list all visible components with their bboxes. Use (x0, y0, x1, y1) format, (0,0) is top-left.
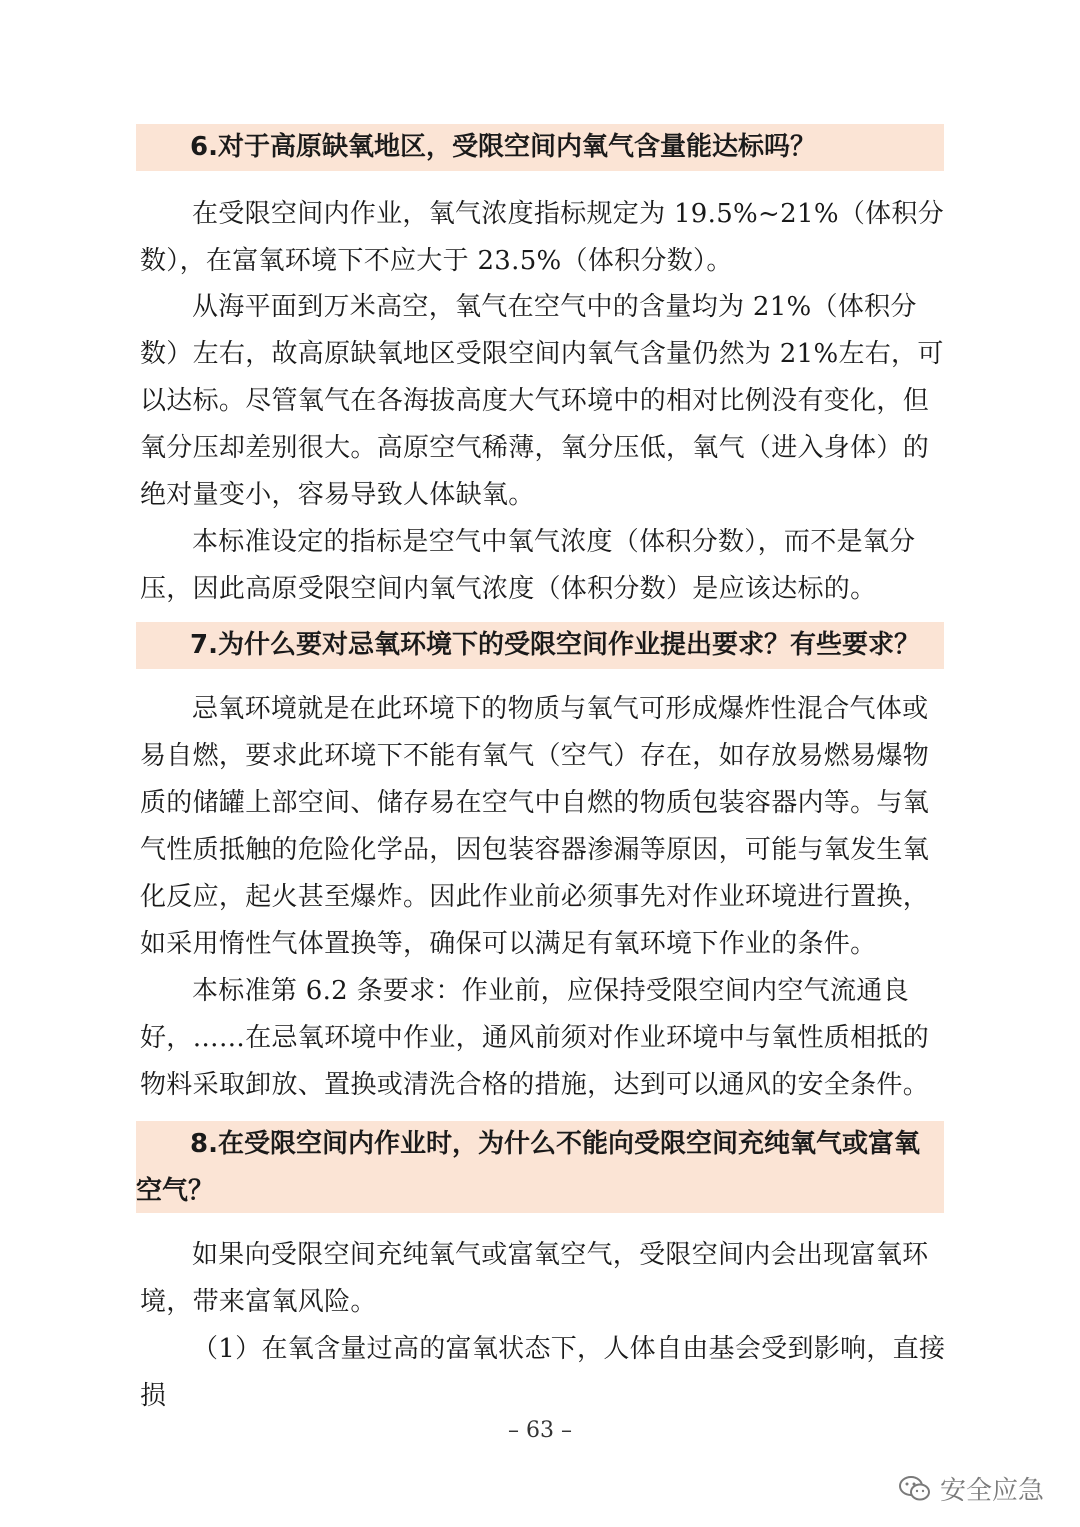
section-7-heading-box (136, 622, 944, 669)
section-8-heading-box (136, 1121, 944, 1213)
wechat-icon (898, 1474, 932, 1504)
section-7-paragraph-1: 忌氧环境就是在此环境下的物质与氧气可形成爆炸性混合气体或易自燃，要求此环境下不能有氧气（空气）存在，如存放易燃易爆物质的储罐上部空间、储存易在空气中自燃的物质包装容器内等。与氧气性质抵触的危险化学品，因包装容器渗漏等原因，可能与氧发生氧化反应，起火甚至爆炸。因此作业前必须事先对作业环境进行置换，如采用惰性气体置换等，确保可以满足有氧环境下作业的条件。 (140, 694, 930, 959)
section-6-paragraph-2: 从海平面到万米高空，氧气在空气中的含量均为 21%（体积分数）左右，故高原缺氧地区受限空间内氧气含量仍然为 21%左右，可以达标。尽管氧气在各海拔高度大气环境中的相对比例没有变化，但氧分压却差别很大。高原空气稀薄，氧分压低，氧气（进入身体）的绝对量变小，容易导致人体缺氧。 (140, 292, 944, 510)
section-6-heading: 6.对于高原缺氧地区，受限空间内氧气含量能达标吗？ (190, 132, 816, 162)
section-8-paragraph-2: （1）在氧含量过高的富氧状态下，人体自由基会受到影响，直接损 (140, 1334, 946, 1411)
watermark-label: 安全应急 (939, 1476, 1044, 1506)
page-number: – 63 – (508, 1418, 572, 1443)
section-8-paragraph-1: 如果向受限空间充纯氧气或富氧空气，受限空间内会出现富氧环境，带来富氧风险。 (140, 1240, 929, 1317)
section-8-heading: 8.在受限空间内作业时，为什么不能向受限空间充纯氧气或富氧空气？ (136, 1129, 920, 1206)
section-6-paragraph-3: 本标准设定的指标是空气中氧气浓度（体积分数），而不是氧分压，因此高原受限空间内氧气浓度（体积分数）是应该达标的。 (140, 527, 916, 604)
watermark (898, 1470, 1044, 1507)
section-7-heading: 7.为什么要对忌氧环境下的受限空间作业提出要求？有些要求？ (190, 630, 920, 660)
section-6-paragraph-1: 在受限空间内作业，氧气浓度指标规定为 19.5%~21%（体积分数），在富氧环境下不应大于 23.5%（体积分数）。 (140, 199, 945, 276)
section-7-paragraph-2: 本标准第 6.2 条要求：作业前，应保持受限空间内空气流通良好，……在忌氧环境中作业，通风前须对作业环境中与氧性质相抵的物料采取卸放、置换或清洗合格的措施，达到可以通风的安全条件。 (140, 976, 930, 1100)
section-6-heading-box (136, 124, 944, 171)
